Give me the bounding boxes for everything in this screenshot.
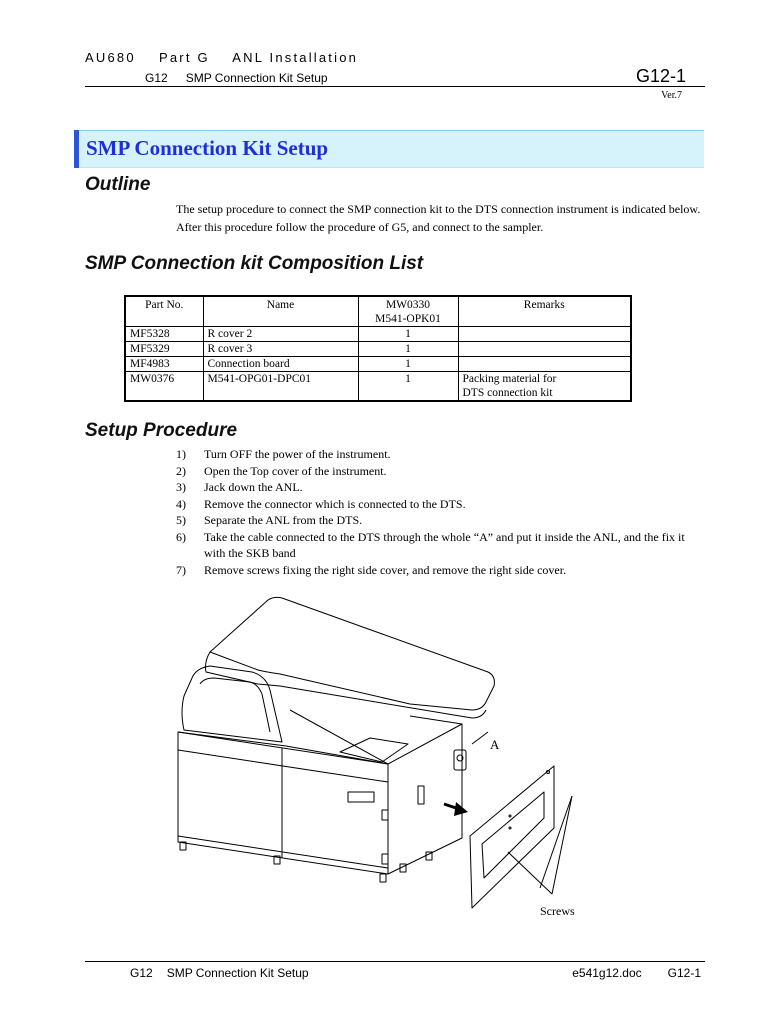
cell-name: R cover 3 (203, 342, 358, 357)
table-row (125, 342, 631, 357)
cell-qty: 1 (358, 372, 458, 402)
step-number: 6) (176, 529, 186, 544)
base-line (178, 836, 388, 868)
cell-name: Connection board (203, 357, 358, 372)
cell-part-no: MW0376 (125, 372, 203, 402)
cabinet-front (178, 732, 388, 874)
footer-chapter-title: SMP Connection Kit Setup (166, 966, 309, 980)
footer-meta (546, 966, 701, 980)
list-item (176, 463, 706, 480)
col-qty-line2: M541-OPK01 (375, 313, 441, 325)
setup-heading: Setup Procedure (85, 420, 238, 441)
step-text: Remove screws fixing the right side cover, and remove the right side cover. (204, 562, 567, 577)
cell-remarks (458, 327, 631, 342)
col-remarks: Remarks (458, 296, 631, 327)
step-text: Take the cable connected to the DTS through the whole “A” and put it inside the ANL, and the fix it with the SKB band (204, 529, 685, 560)
footer-chapter (130, 966, 323, 980)
cell-part-no: MF5328 (125, 327, 203, 342)
cell-part-no: MF4983 (125, 357, 203, 372)
cell-remarks (458, 342, 631, 357)
step-number: 4) (176, 496, 186, 511)
col-name: Name (203, 296, 358, 327)
header-rule (85, 86, 705, 87)
footer-rule (85, 961, 705, 962)
header-version: Ver.7 (661, 90, 682, 101)
step-number: 3) (176, 480, 186, 494)
cell-part-no: MF5329 (125, 342, 203, 357)
cell-qty: 1 (358, 342, 458, 357)
step-number: 1) (176, 447, 186, 461)
step-text: Open the Top cover of the instrument. (204, 463, 387, 478)
cell-remarks (458, 372, 631, 402)
side-module (388, 724, 462, 874)
header-section: ANL Installation (232, 50, 359, 65)
col-qty (358, 296, 458, 327)
table-header-row (125, 296, 631, 327)
table-row (125, 327, 631, 342)
list-item (176, 446, 706, 463)
header-part: Part G (159, 50, 210, 65)
col-part-no: Part No. (125, 296, 203, 327)
cell-name: M541-OPG01-DPC01 (203, 372, 358, 402)
header-page-id: G12-1 (635, 66, 686, 86)
step-text: Jack down the ANL. (204, 480, 303, 494)
step-text: Turn OFF the power of the instrument. (204, 447, 391, 461)
instrument-diagram (170, 592, 590, 932)
composition-table (124, 295, 632, 402)
cell-qty: 1 (358, 327, 458, 342)
cell-name: R cover 2 (203, 327, 358, 342)
list-item (176, 529, 706, 562)
front-hood (182, 666, 282, 742)
outline-body: The setup procedure to connect the SMP connection kit to the DTS connection instrument is indicated below. After this procedure follow the procedure of G5, and connect to the sampler. (176, 202, 701, 234)
hood-window (200, 678, 270, 732)
top-cover-lip (206, 652, 487, 718)
header-chapter-code: G12 (145, 71, 168, 85)
outline-heading: Outline (85, 174, 151, 195)
top-cover (210, 597, 494, 710)
side-cover (470, 766, 554, 908)
header-breadcrumb (85, 50, 358, 65)
list-item (176, 512, 706, 529)
cell-remarks (458, 357, 631, 372)
step-number: 2) (176, 463, 186, 478)
list-item (176, 562, 706, 579)
list-item (176, 496, 706, 513)
footer-chapter-code: G12 (130, 966, 153, 980)
table-row (125, 357, 631, 372)
cell-qty: 1 (358, 357, 458, 372)
footer-page-id: G12-1 (667, 966, 701, 980)
list-item (176, 479, 706, 496)
label-a: A (490, 737, 500, 752)
front-sill (178, 750, 388, 782)
title-accent-bar (74, 130, 79, 168)
label-screws: Screws (540, 904, 575, 918)
table-row (125, 372, 631, 402)
removal-arrow (444, 802, 468, 816)
step-text: Separate the ANL from the DTS. (204, 513, 363, 527)
header-chapter (145, 71, 346, 85)
footer-filename: e541g12.doc (572, 966, 642, 980)
step-number: 7) (176, 562, 186, 577)
col-qty-line1: MW0330 (385, 299, 431, 311)
header-product: AU680 (85, 50, 136, 65)
page-title: SMP Connection Kit Setup (86, 136, 329, 160)
step-number: 5) (176, 513, 186, 527)
cell-remarks-line1: Packing material for (462, 373, 557, 385)
cell-remarks-line2: DTS connection kit (462, 387, 553, 399)
setup-steps-list (176, 446, 706, 578)
step-text: Remove the connector which is connected to the DTS. (204, 496, 466, 511)
header-chapter-title: SMP Connection Kit Setup (185, 71, 328, 85)
composition-heading: SMP Connection kit Composition List (85, 253, 424, 274)
